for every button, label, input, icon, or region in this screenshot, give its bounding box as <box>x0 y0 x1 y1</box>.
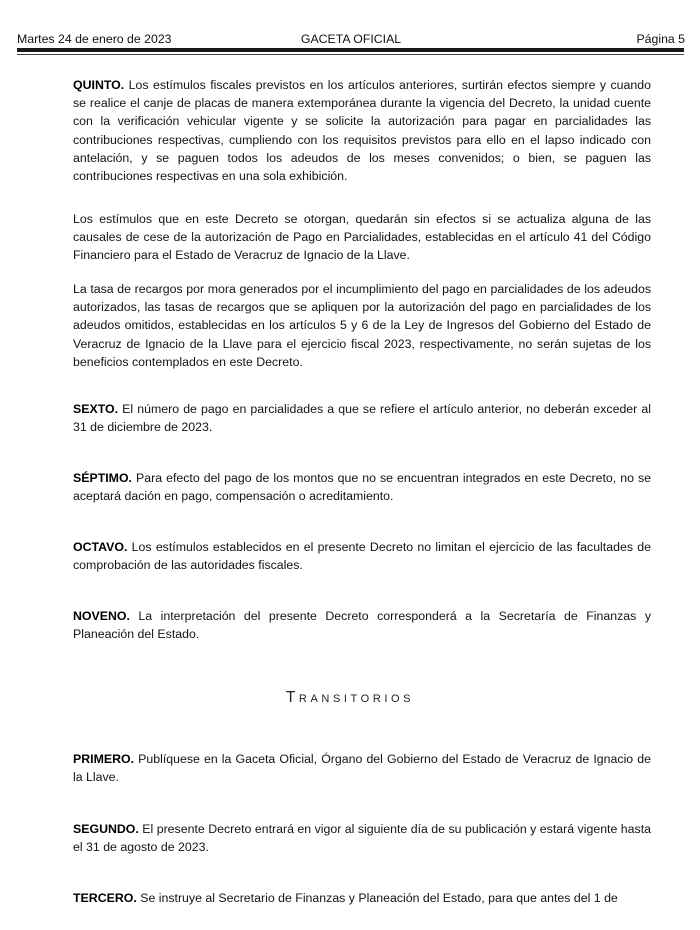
header-publication-title: GACETA OFICIAL <box>300 32 402 46</box>
article-label: SEXTO. <box>73 402 119 416</box>
article-text: Se instruye al Secretario de Finanzas y Planeación del Estado, para que antes del 1 de <box>136 891 618 905</box>
page-header <box>17 31 685 47</box>
article-text: El número de pago en parcialidades a que se refiere el artículo anterior, no deberán exceder al 31 de diciembre de 2023. <box>73 402 651 435</box>
article-label: NOVENO. <box>73 609 130 623</box>
transitorio-segundo <box>73 820 651 856</box>
article-label: PRIMERO. <box>73 752 135 766</box>
article-label: OCTAVO. <box>73 540 128 554</box>
paragraph-text: Los estímulos que en este Decreto se otorgan, quedarán sin efectos si se actualiza alguna de las causales de cese de la autorización de Pago en Parcialidades, establecidas en el artículo 41 del Código Financiero para el Estado de Veracruz de Ignacio de la Llave. <box>73 212 651 263</box>
article-label: SEGUNDO. <box>73 822 139 836</box>
article-octavo <box>73 538 651 574</box>
transitorio-primero <box>73 750 651 786</box>
article-text: El presente Decreto entrará en vigor al siguiente día de su publicación y estará vigente hasta el 31 de agosto de 2023. <box>73 822 651 855</box>
article-text: La interpretación del presente Decreto corresponderá a la Secretaría de Finanzas y Planeación del Estado. <box>73 609 651 642</box>
article-septimo <box>73 469 651 505</box>
paragraph-estimulos-sin-efectos <box>73 210 651 265</box>
header-rule-thick <box>17 48 684 52</box>
article-text: Los estímulos establecidos en el presente Decreto no limitan el ejercicio de las facultades de comprobación de las autoridades fiscales. <box>73 540 651 573</box>
article-label: TERCERO. <box>73 891 137 905</box>
paragraph-text: La tasa de recargos por mora generados por el incumplimiento del pago en parcialidades de los adeudos autorizados, las tasas de recargos que se apliquen por la autorización del pago en parcialidades de los adeudos omitidos, establecidas en los artículos 5 y 6 de la Ley de Ingresos del Gobierno del Estado de Veracruz de Ignacio de la Llave para el ejercicio fiscal 2023, respectivamente, no serán sujetas de los beneficios contemplados en este Decreto. <box>73 282 651 369</box>
transitorio-tercero <box>73 889 651 907</box>
article-sexto <box>73 400 651 436</box>
article-label: SÉPTIMO. <box>73 471 132 485</box>
article-text: Para efecto del pago de los montos que no se encuentran integrados en este Decreto, no se aceptará dación en pago, compensación o acreditamiento. <box>73 471 651 504</box>
header-page-number: Página 5 <box>636 32 685 46</box>
article-text: Los estímulos fiscales previstos en los artículos anteriores, surtirán efectos siempre y cuando se realice el canje de placas de manera extemporánea durante la vigencia del Decreto, la unidad cuente con la verificación vehicular vigente y se solicite la autorización para pagar en parcialidades las contribuciones respectivas, cumpliendo con los requisitos previstos para ello en el lapso indicado con antelación, y se paguen todos los adeudos de los meses convenidos; o bien, se paguen las contribuciones respectivas en una sola exhibición. <box>73 78 651 184</box>
header-date: Martes 24 de enero de 2023 <box>17 32 172 46</box>
section-title-transitorios: Transitorios <box>285 689 415 706</box>
article-text: Publíquese en la Gaceta Oficial, Órgano del Gobierno del Estado de Veracruz de Ignacio de la Llave. <box>73 752 651 785</box>
article-quinto <box>73 76 651 185</box>
article-noveno <box>73 607 651 643</box>
header-rule-thin <box>17 54 684 55</box>
article-label: QUINTO. <box>73 78 125 92</box>
paragraph-tasa-recargos <box>73 280 651 371</box>
